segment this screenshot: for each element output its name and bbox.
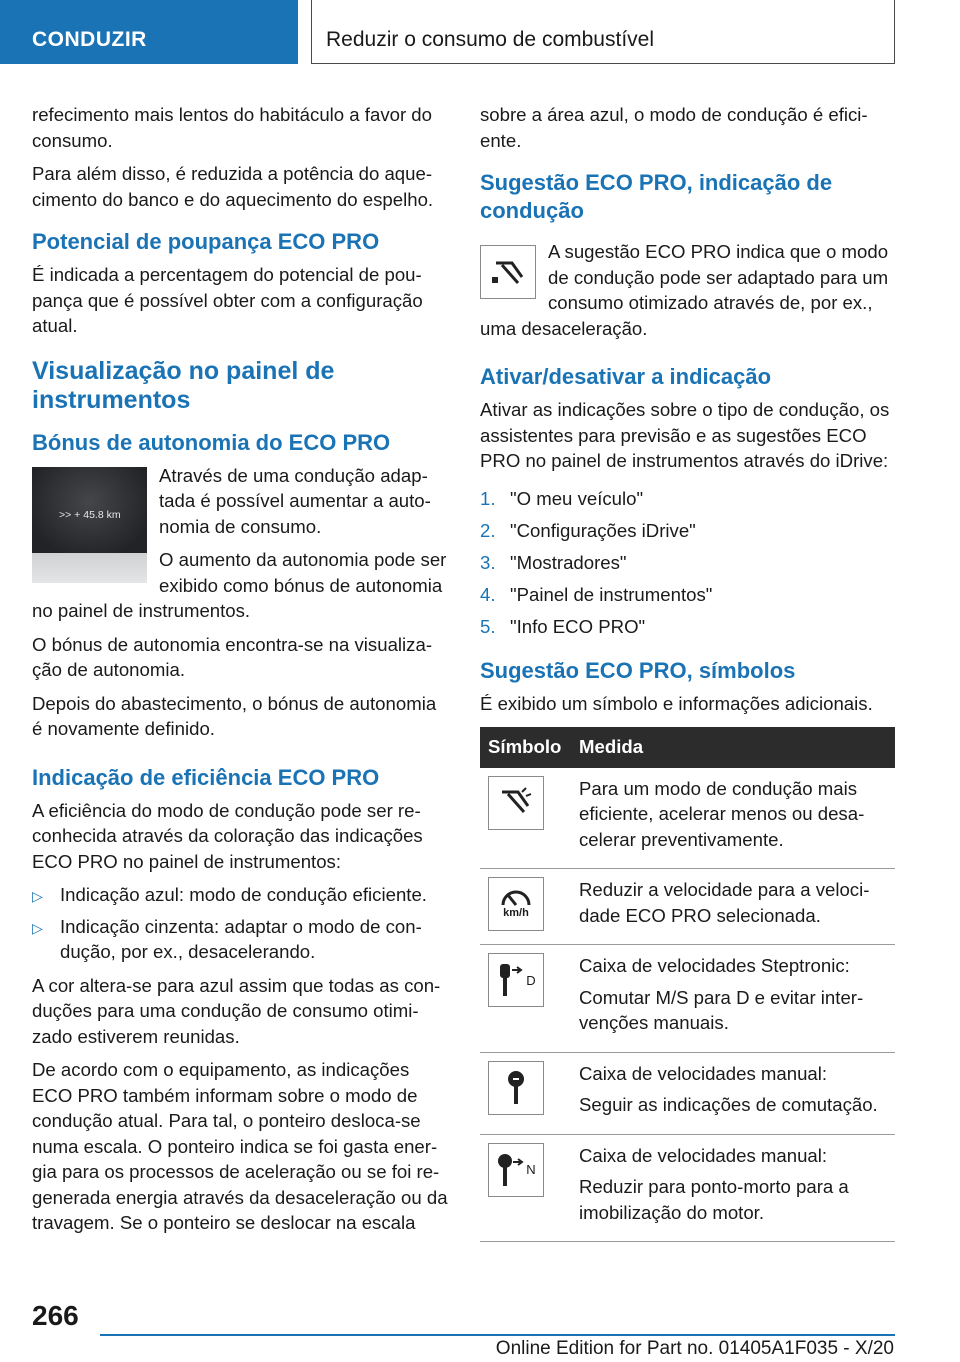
table-row xyxy=(480,1052,895,1134)
paragraph: Ativar as indicações sobre o tipo de condução, os assistentes para previsão e as sugestões ECO PRO no painel de instrumentos através do iDrive: xyxy=(480,399,890,471)
dashboard-range-bonus-image xyxy=(32,467,147,583)
section-tab: CONDUZIR xyxy=(0,0,298,64)
pedal-hint-icon xyxy=(480,245,536,299)
dashboard-readout: >> + 45.8 km xyxy=(59,508,121,521)
measure-text: Caixa de velocidades manual: xyxy=(579,1144,828,1166)
paragraph: sobre a área azul, o modo de condução é eficiente. xyxy=(480,104,868,151)
left-column xyxy=(32,102,450,1244)
paragraph: A sugestão ECO PRO indica que o modo de condução pode ser adaptado para um consumo otimizado através de, por ex., uma desaceleração. xyxy=(480,241,889,339)
measure-text: Para um modo de condução mais eficiente, acelerar menos ou desacelerar preventivamente. xyxy=(579,777,865,850)
speedometer-icon: km/h xyxy=(488,877,544,931)
right-column xyxy=(480,102,895,1242)
column-header-symbol: Símbolo xyxy=(480,727,571,768)
list-item: ▷ Indicação azul: modo de condução eficiente. xyxy=(32,882,450,908)
gear-lever-d-icon: D xyxy=(488,953,544,1007)
paragraph: De acordo com o equipamento, as indicações ECO PRO também informam sobre o modo de condução atual. Para tal, o ponteiro desloca-se numa escala. O ponteiro indica se foi gasta energia para os processos de aceleração ou se foi regenerada energia através da desaceleração ou da travagem. Se o ponteiro se deslocar na escala xyxy=(32,1059,448,1233)
list-item: 3. "Mostradores" xyxy=(480,551,627,573)
footer-divider xyxy=(100,1334,895,1336)
paragraph: A cor altera-se para azul assim que todas as conduções para uma condução de consumo otimizado estiverem reunidas. xyxy=(32,974,441,1047)
paragraph: É indicada a percentagem do potencial de poupança que é possível obter com a configuração atual. xyxy=(32,264,423,336)
table-row xyxy=(480,768,895,869)
page-number: 266 xyxy=(32,1300,79,1331)
gear-lever-icon xyxy=(488,1061,544,1115)
gear-lever-n-icon: N xyxy=(488,1143,544,1197)
edition-note: Online Edition for Part no. 01405A1F035 - X/20 xyxy=(495,1338,894,1359)
measure-text: Caixa de velocidades Steptronic: xyxy=(579,955,850,976)
triangle-bullet-icon: ▷ xyxy=(32,888,43,904)
symbols-table xyxy=(480,727,895,1243)
measure-text: Reduzir a velocidade para a velocidade ECO PRO selecionada. xyxy=(579,879,870,926)
heading-eficiencia: Indicação de eficiência ECO PRO xyxy=(32,764,380,790)
accelerator-pedal-icon xyxy=(488,776,544,830)
list-item: 5. "Info ECO PRO" xyxy=(480,615,646,637)
column-header-measure: Medida xyxy=(571,727,895,768)
list-item: 2. "Configurações iDrive" xyxy=(480,519,696,541)
list-item: 4. "Painel de instrumentos" xyxy=(480,583,713,605)
table-row xyxy=(480,1134,895,1242)
heading-visualizacao: Visualização no painel de instrumentos xyxy=(32,356,335,414)
step-list xyxy=(480,486,895,640)
paragraph: Através de uma condução adaptada é possível aumentar a autonomia de consumo. xyxy=(159,464,431,537)
paragraph: É exibido um símbolo e informações adicionais. xyxy=(480,693,873,714)
measure-text: Caixa de velocidades manual: xyxy=(579,1062,828,1084)
paragraph: Depois do abastecimento, o bónus de autonomia é novamente definido. xyxy=(32,692,437,739)
paragraph: O aumento da autonomia pode ser exibido como bónus de autonomia no painel de instrumentos. xyxy=(32,549,447,621)
measure-text: Comutar M/S para D e evitar intervenções manuais. xyxy=(579,986,864,1033)
heading-potencial: Potencial de poupança ECO PRO xyxy=(32,229,380,254)
paragraph: Para além disso, é reduzida a potência do aquecimento do banco e do aquecimento do espelho. xyxy=(32,163,434,210)
heading-ativar: Ativar/desativar a indicação xyxy=(480,364,772,389)
measure-text: Seguir as indicações de comutação. xyxy=(579,1094,878,1115)
paragraph: A eficiência do modo de condução pode ser reconhecida através da coloração das indicações ECO PRO no painel de instrumentos: xyxy=(32,799,423,872)
list-item: ▷ Indicação cinzenta: adaptar o modo de condução, por ex., desacelerando. xyxy=(32,915,422,962)
table-row xyxy=(480,945,895,1053)
paragraph: O bónus de autonomia encontra-se na visualização de autonomia. xyxy=(32,633,433,680)
heading-sugestao: Sugestão ECO PRO, indicação de condução xyxy=(480,170,833,223)
paragraph: refecimento mais lentos do habitáculo a favor do consumo. xyxy=(32,104,432,151)
bullet-list xyxy=(32,882,450,965)
heading-simbolos: Sugestão ECO PRO, símbolos xyxy=(480,658,796,683)
chapter-title: Reduzir o consumo de combustível xyxy=(311,0,895,64)
measure-text: Reduzir para ponto-morto para a imobilização do motor. xyxy=(579,1176,849,1223)
table-row xyxy=(480,869,895,945)
list-item: 1. "O meu veículo" xyxy=(480,487,644,509)
triangle-bullet-icon: ▷ xyxy=(32,919,43,936)
heading-bonus: Bónus de autonomia do ECO PRO xyxy=(32,429,391,455)
